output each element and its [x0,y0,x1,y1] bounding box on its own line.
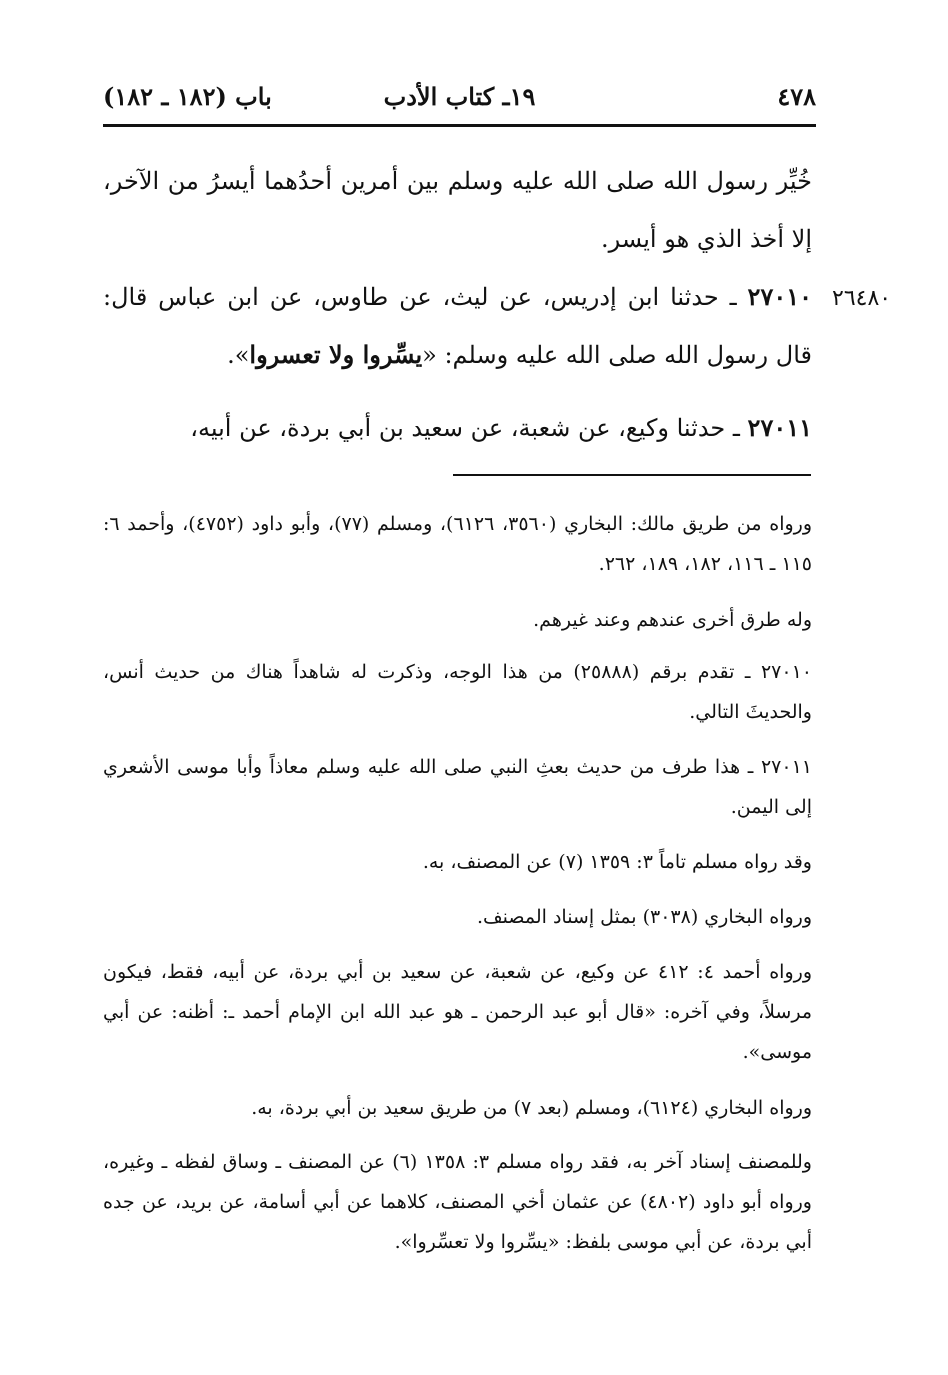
footnote-paragraph: وللمصنف إسناد آخر به، فقد رواه مسلم ٣: ١٣٥٨ (٦) عن المصنف ـ وساق لفظه ـ وغيره، ورواه أبو داود (٤٨٠٢) عن عثمان أخي المصنف، كلاهما عن أبي أسامة، عن بريد، عن جده أبي بردة، عن أبي موسى بلفظ: «يسِّروا ولا تعسِّروا». [103,1151,812,1253]
hadith-number: ٢٧٠١٠ [747,282,812,311]
hadith-27011 [103,399,812,457]
footnote-paragraph: ٢٧٠١٠ ـ تقدم برقم (٢٥٨٨٨) من هذا الوجه، وذكرت له شاهداً هناك من حديث أنس، والحديثَ التالي. [103,661,812,723]
footnote-paragraph: ورواه البخاري (٣٠٣٨) بمثل إسناد المصنف. [476,906,812,928]
page-header [103,78,816,118]
hadith-number: ٢٧٠١١ [747,413,812,442]
hadith-text-end: ». [227,341,250,369]
footnote-paragraph: ٢٧٠١١ ـ هذا طرف من حديث بعثِ النبي صلى الله عليه وسلم معاذاً وأبا موسى الأشعري إلى اليمن. [103,756,812,818]
intro-paragraph: خُيِّر رسول الله صلى الله عليه وسلم بين أمرين أحدُهما أيسرُ من الآخر، إلا أخذ الذي هو أيسر. [103,167,812,253]
footnote-paragraph: ورواه أحمد ٤: ٤١٢ عن وكيع، عن شعبة، عن سعيد بن أبي بردة، عن أبيه، فقط، فيكون مرسلاً، وفي آخره: «قال أبو عبد الرحمن ـ هو عبد الله ابن الإمام أحمد ـ: أظنه: عن أبي موسى». [103,961,812,1063]
header-divider [103,124,816,127]
hadith-text: ـ حدثنا ابن إدريس، عن ليث، عن طاوس، عن ابن عباس قال: قال رسول الله صلى الله عليه وسلم: « [103,283,812,369]
footnote-paragraph: وقد رواه مسلم تاماً ٣: ١٣٥٩ (٧) عن المصنف، به. [422,851,812,873]
hadith-27010 [103,268,812,384]
hadith-quote: يسِّروا ولا تعسروا [249,340,423,369]
footnote-paragraph: وله طرق أخرى عندهم وعند غيرهم. [533,609,812,631]
footnote-paragraph: ورواه من طريق مالك: البخاري (٣٥٦٠، ٦١٢٦)، ومسلم (٧٧)، وأبو داود (٤٧٥٢)، وأحمد ٦: ١١٥ ـ ١١٦، ١٨٢، ١٨٩، ٢٦٢. [103,513,813,575]
book-title: ١٩ـ كتاب الأدب [383,82,536,111]
chapter-title: باب (١٨٢ ـ ١٨٢) [103,82,272,111]
hadith-text: ـ حدثنا وكيع، عن شعبة، عن سعيد بن أبي بردة، عن أبيه، [190,414,748,442]
page-number: ٤٧٨ [777,82,816,111]
footnote-paragraph: ورواه البخاري (٦١٢٤)، ومسلم (بعد ٧) من طريق سعيد بن أبي بردة، به. [251,1097,812,1119]
footnote-divider [453,474,811,476]
margin-number: ٢٦٤٨٠ [832,286,892,311]
